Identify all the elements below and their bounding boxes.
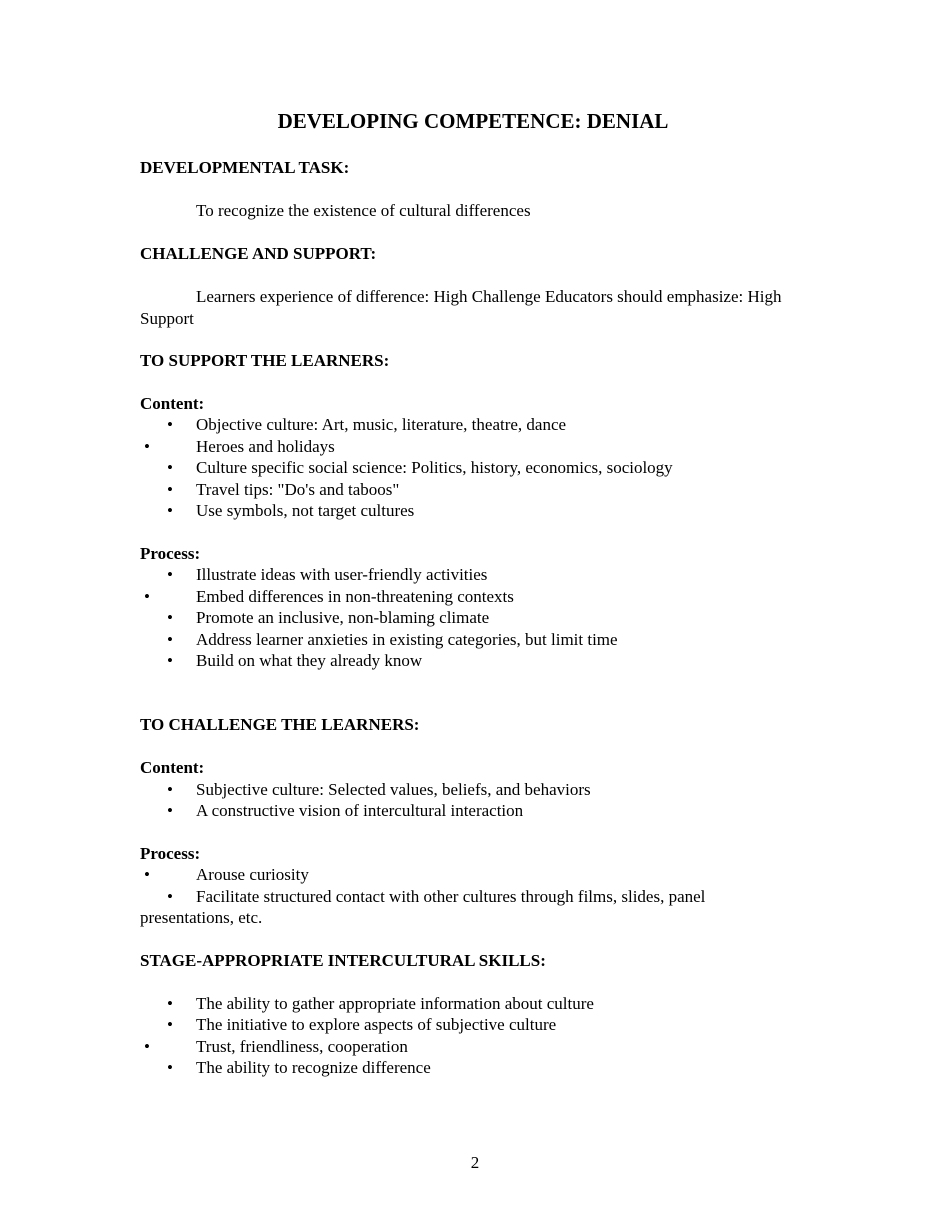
bullet-icon: • bbox=[167, 565, 173, 584]
list-item: Embed differences in non-threatening contexts bbox=[196, 587, 514, 606]
bullet-icon: • bbox=[167, 651, 173, 670]
bullet-icon: • bbox=[167, 630, 173, 649]
list-item: Facilitate structured contact with other cultures through films, slides, panel bbox=[196, 887, 706, 906]
bullet-icon: • bbox=[167, 994, 173, 1013]
bullet-icon: • bbox=[167, 780, 173, 799]
challenge-support-text: Learners experience of difference: High Challenge Educators should emphasize: High Support bbox=[140, 287, 782, 328]
developmental-task-heading: DEVELOPMENTAL TASK: bbox=[140, 158, 350, 177]
bullet-icon: • bbox=[144, 1037, 150, 1056]
bullet-icon: • bbox=[167, 501, 173, 520]
bullet-icon: • bbox=[167, 480, 173, 499]
list-item: Heroes and holidays bbox=[196, 437, 335, 456]
list-item: Illustrate ideas with user-friendly activities bbox=[196, 565, 488, 584]
challenge-content-label: Content: bbox=[140, 758, 205, 777]
list-item: Travel tips: "Do's and taboos" bbox=[196, 480, 400, 499]
list-item: The ability to gather appropriate information about culture bbox=[196, 994, 594, 1013]
challenge-learners-heading: TO CHALLENGE THE LEARNERS: bbox=[140, 715, 420, 734]
bullet-icon: • bbox=[167, 1015, 173, 1034]
list-item: The initiative to explore aspects of subjective culture bbox=[196, 1015, 557, 1034]
bullet-icon: • bbox=[167, 415, 173, 434]
bullet-icon: • bbox=[144, 437, 150, 456]
developmental-task-text: To recognize the existence of cultural differences bbox=[196, 201, 531, 220]
list-item: Trust, friendliness, cooperation bbox=[196, 1037, 408, 1056]
bullet-icon: • bbox=[144, 587, 150, 606]
page-title: DEVELOPING COMPETENCE: DENIAL bbox=[277, 109, 669, 133]
list-item: Build on what they already know bbox=[196, 651, 423, 670]
challenge-process-label: Process: bbox=[140, 844, 201, 863]
bullet-icon: • bbox=[167, 608, 173, 627]
page-number: 2 bbox=[470, 1153, 480, 1172]
bullet-icon: • bbox=[144, 865, 150, 884]
list-item: Subjective culture: Selected values, beliefs, and behaviors bbox=[196, 780, 591, 799]
list-item: Culture specific social science: Politics, history, economics, sociology bbox=[196, 458, 673, 477]
list-item: A constructive vision of intercultural interaction bbox=[196, 801, 524, 820]
bullet-icon: • bbox=[167, 458, 173, 477]
bullet-icon: • bbox=[167, 1058, 173, 1077]
bullet-icon: • bbox=[167, 887, 173, 906]
list-item-continuation: presentations, etc. bbox=[140, 908, 263, 927]
support-learners-heading: TO SUPPORT THE LEARNERS: bbox=[140, 351, 390, 370]
list-item: Use symbols, not target cultures bbox=[196, 501, 415, 520]
list-item: The ability to recognize difference bbox=[196, 1058, 431, 1077]
support-process-label: Process: bbox=[140, 544, 201, 563]
list-item: Promote an inclusive, non-blaming climate bbox=[196, 608, 490, 627]
list-item: Arouse curiosity bbox=[196, 865, 309, 884]
skills-heading: STAGE-APPROPRIATE INTERCULTURAL SKILLS: bbox=[140, 951, 546, 970]
challenge-support-heading: CHALLENGE AND SUPPORT: bbox=[140, 244, 377, 263]
support-content-label: Content: bbox=[140, 394, 205, 413]
bullet-icon: • bbox=[167, 801, 173, 820]
list-item: Address learner anxieties in existing categories, but limit time bbox=[196, 630, 618, 649]
list-item: Objective culture: Art, music, literature, theatre, dance bbox=[196, 415, 567, 434]
